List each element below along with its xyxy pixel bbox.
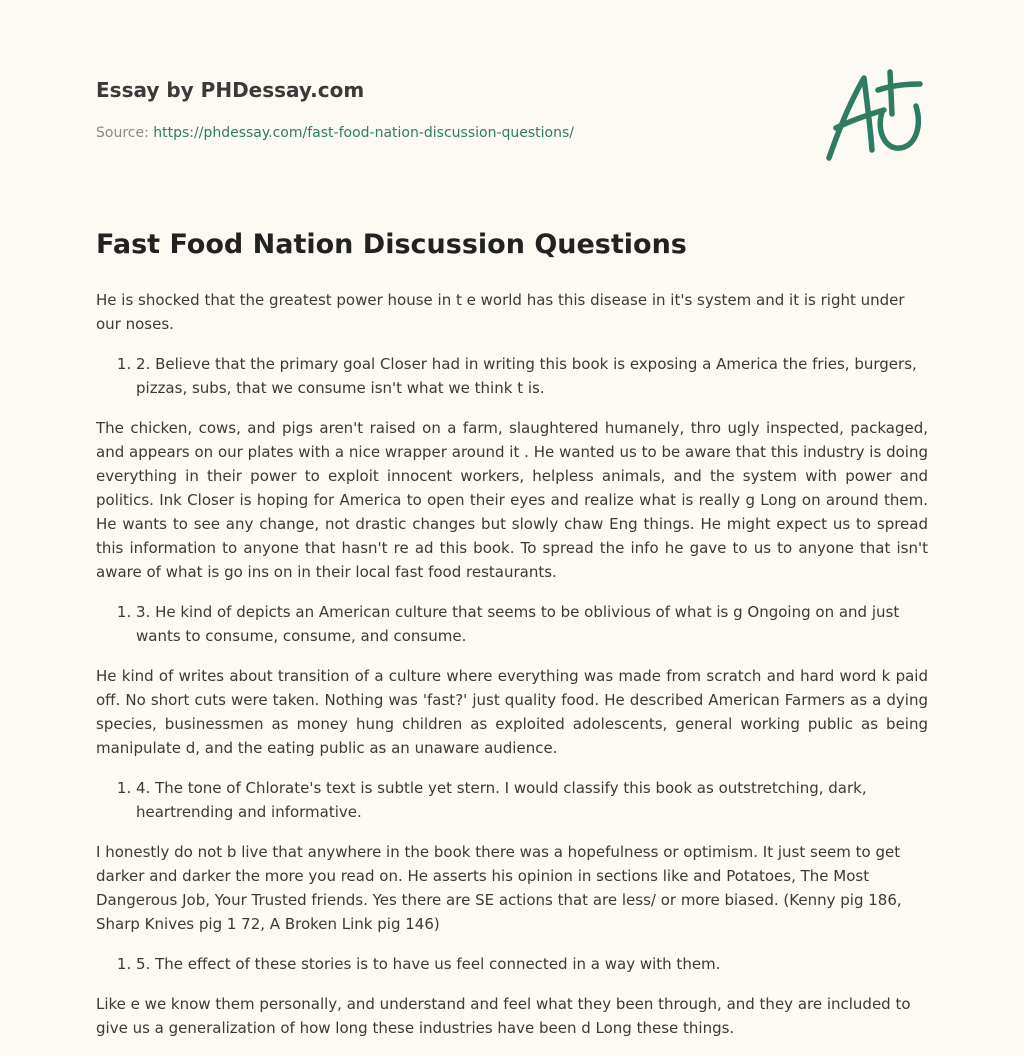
list-item: 1. 2. Believe that the primary goal Closer had in writing this book is exposing a America the fries, burgers, pizzas, subs, that we consume isn't what we think t is. [136, 352, 928, 400]
list-question-5 [96, 952, 928, 976]
list-question-4 [96, 776, 928, 824]
paragraph-1: He is shocked that the greatest power house in t e world has this disease in it's system and it is right under our noses. [96, 291, 905, 333]
paragraph-4: I honestly do not b live that anywhere in the book there was a hopefulness or optimism. It just seem to get darker and darker the more you read on. He asserts his opinion in sections like and Potatoes, The Most Dangerous Job, Your Trusted friends. Yes there are SE actions that are less/ or more biased. (Kenny pig 186, Sharp Knives pig 1 72, A Broken Link pig 146) [96, 843, 902, 933]
list-item: 1. 3. He kind of depicts an American culture that seems to be oblivious of what is g Ongoing on and just wants to consume, consume, and consume. [136, 600, 928, 648]
source-line [96, 124, 796, 142]
paragraph-2: The chicken, cows, and pigs aren't raised on a farm, slaughtered humanely, thro ugly inspected, packaged, and appears on our plates with a nice wrapper around it . He wanted us to be aware that this industry is doing everything in their power to exploit innocent workers, helpless animals, and the system with power and politics. Ink Closer is hoping for America to open their eyes and realize what is really g Long on around them. He wants to see any change, not drastic changes but slowly chaw Eng things. He might expect us to spread this information to anyone that hasn't re ad this book. To spread the info he gave to us to anyone that isn't aware of what is go ins on in their local fast food restaurants. [96, 419, 928, 581]
paragraph-3: He kind of writes about transition of a culture where everything was made from scratch and hard word k paid off. No short cuts were taken. Nothing was 'fast?' just quality food. He described American Farmers as a dying species, businessmen as money hung children as exploited adolescents, general working public as being manipulate d, and the eating public as an unaware audience. [96, 667, 928, 757]
paragraph-5: Like e we know them personally, and understand and feel what they been through, and they are included to give us a generalization of how long these industries have been d Long these things. [96, 995, 911, 1037]
site-brand: Essay by PHDessay.com [96, 78, 365, 102]
page-header [96, 78, 796, 142]
list-question-3 [96, 600, 928, 648]
article-body [96, 226, 928, 1056]
article-title: Fast Food Nation Discussion Questions [96, 229, 687, 260]
list-question-2 [96, 352, 928, 400]
list-item: 1. 4. The tone of Chlorate's text is subtle yet stern. I would classify this book as outstretching, dark, heartrending and informative. [136, 776, 928, 824]
list-item: 1. 5. The effect of these stories is to have us feel connected in a way with them. [136, 952, 928, 976]
a-plus-grade-icon [820, 66, 930, 166]
source-link[interactable]: https://phdessay.com/fast-food-nation-discussion-questions/ [153, 125, 574, 141]
source-label: Source: [96, 125, 149, 141]
